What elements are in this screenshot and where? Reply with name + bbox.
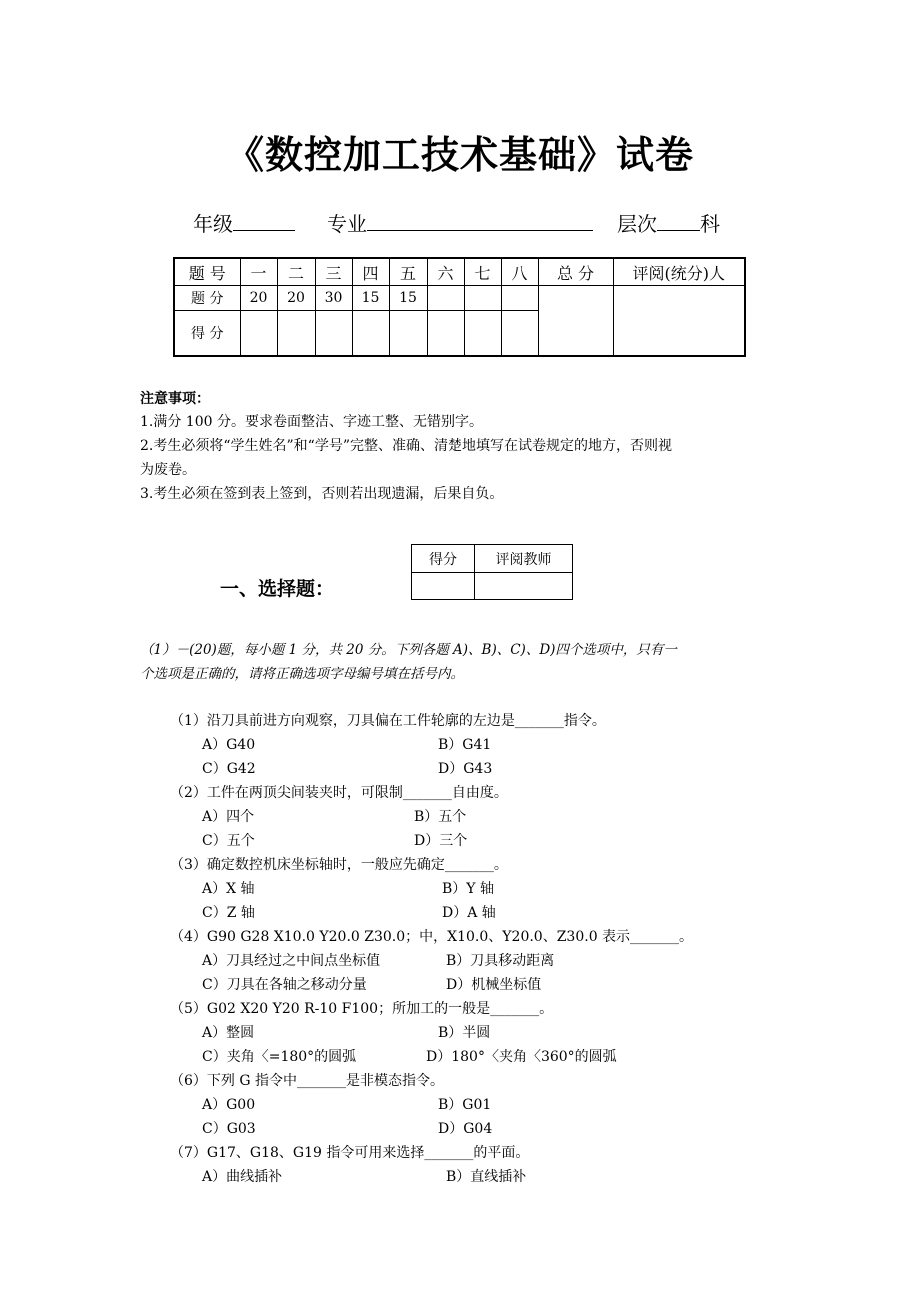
option-d: D）机械坐标值 [446,977,542,993]
question-stem: （2）工件在两顶尖间装夹时，可限制_______自由度。 [170,785,508,801]
score-table [173,257,746,357]
total-score-cell[interactable] [538,286,613,357]
earned-cell[interactable] [240,311,277,357]
question-stem: （5）G02 X20 Y20 R-10 F100；所加工的一般是_______。 [170,1001,554,1017]
header-cell: 总 分 [538,258,613,286]
option-a: A）四个 [202,809,255,825]
option-c: C）G03 [202,1121,256,1137]
points-cell: 20 [240,286,277,311]
header-cell: 三 [315,258,352,286]
points-cell: 20 [277,286,315,311]
earned-cell[interactable] [352,311,389,357]
option-a: A）G40 [202,737,256,753]
points-cell [464,286,501,311]
points-cell: 30 [315,286,352,311]
header-cell: 五 [389,258,427,286]
earned-cell[interactable] [315,311,352,357]
option-b: B）刀具移动距离 [446,953,555,969]
points-cell [427,286,464,311]
exam-title: 《数控加工技术基础》试卷 [225,133,694,177]
level-suffix: 科 [700,212,720,236]
section-instructions: 个选项是正确的，请将正确选项字母编号填在括号内。 [140,666,464,682]
option-a: A）曲线插补 [202,1169,283,1185]
note-item: 1.满分 100 分。要求卷面整洁、字迹工整、无错别字。 [140,414,483,430]
earned-label: 得 分 [174,311,240,357]
header-cell: 八 [501,258,538,286]
option-d: D）180°〈夹角〈360°的圆弧 [426,1049,617,1065]
header-cell: 七 [464,258,501,286]
question-stem: （6）下列 G 指令中_______是非模态指令。 [170,1073,444,1089]
header-cell: 一 [240,258,277,286]
section-score-label: 得分 [412,545,475,573]
score-table-header-row [174,258,745,286]
earned-cell[interactable] [464,311,501,357]
option-d: D）G43 [438,761,493,777]
option-a: A）整圆 [202,1025,255,1041]
earned-cell[interactable] [389,311,427,357]
option-c: C）G42 [202,761,256,777]
option-d: D）三个 [414,833,468,849]
option-c: C）夹角〈=180°的圆弧 [202,1049,357,1065]
question-stem: （1）沿刀具前进方向观察，刀具偏在工件轮廓的左边是_______指令。 [170,713,606,729]
question-stem: （4）G90 G28 X10.0 Y20.0 Z30.0；中，X10.0、Y20.0、Z30.0 表示_______。 [170,929,694,945]
option-d: D）G04 [438,1121,493,1137]
option-b: B）G41 [438,737,492,753]
header-cell: 四 [352,258,389,286]
option-b: B）G01 [438,1097,492,1113]
major-field [327,208,593,237]
level-label: 层次 [617,212,657,236]
grade-label: 年级 [193,212,233,236]
section-score-cell[interactable] [412,573,475,600]
level-field [617,208,720,237]
points-cell: 15 [389,286,427,311]
option-c: C）Z 轴 [202,905,255,921]
option-d: D）A 轴 [442,905,496,921]
header-cell: 六 [427,258,464,286]
earned-cell[interactable] [427,311,464,357]
note-item: 3.考生必须在签到表上签到，否则若出现遗漏，后果自负。 [140,486,504,502]
section-title: 一、选择题： [220,578,335,600]
option-c: C）五个 [202,833,255,849]
header-cell: 评阅(统分)人 [613,258,745,286]
section-teacher-cell[interactable] [475,573,573,600]
option-b: B）五个 [414,809,467,825]
level-blank[interactable] [657,208,700,231]
section-score-table [411,544,573,600]
header-cell: 二 [277,258,315,286]
header-cell: 题 号 [174,258,240,286]
question-stem: （7）G17、G18、G19 指令可用来选择_______的平面。 [170,1145,530,1161]
earned-cell[interactable] [501,311,538,357]
option-a: A）刀具经过之中间点坐标值 [202,953,381,969]
points-row [174,286,745,311]
question-stem: （3）确定数控机床坐标轴时，一般应先确定_______。 [170,857,508,873]
points-cell: 15 [352,286,389,311]
major-blank[interactable] [367,208,593,231]
option-a: A）G00 [202,1097,256,1113]
points-label: 题 分 [174,286,240,311]
note-item: 为废卷。 [140,462,196,478]
earned-cell[interactable] [277,311,315,357]
points-cell [501,286,538,311]
option-c: C）刀具在各轴之移动分量 [202,977,367,993]
grade-field [193,208,295,237]
note-item: 2.考生必须将“学生姓名”和“学号”完整、准确、清楚地填写在试卷规定的地方，否则视 [140,438,672,454]
reviewer-cell[interactable] [613,286,745,357]
notes-title: 注意事项： [140,391,210,407]
section-instructions: （1）－(20)题，每小题 1 分，共 20 分。下列各题 A)、B)、C)、D)四个选项中，只有一 [140,642,677,658]
major-label: 专业 [327,212,367,236]
option-b: B）Y 轴 [442,881,494,897]
grade-blank[interactable] [233,208,295,231]
option-a: A）X 轴 [202,881,255,897]
option-b: B）直线插补 [446,1169,527,1185]
section-teacher-label: 评阅教师 [475,545,573,573]
option-b: B）半圆 [438,1025,491,1041]
